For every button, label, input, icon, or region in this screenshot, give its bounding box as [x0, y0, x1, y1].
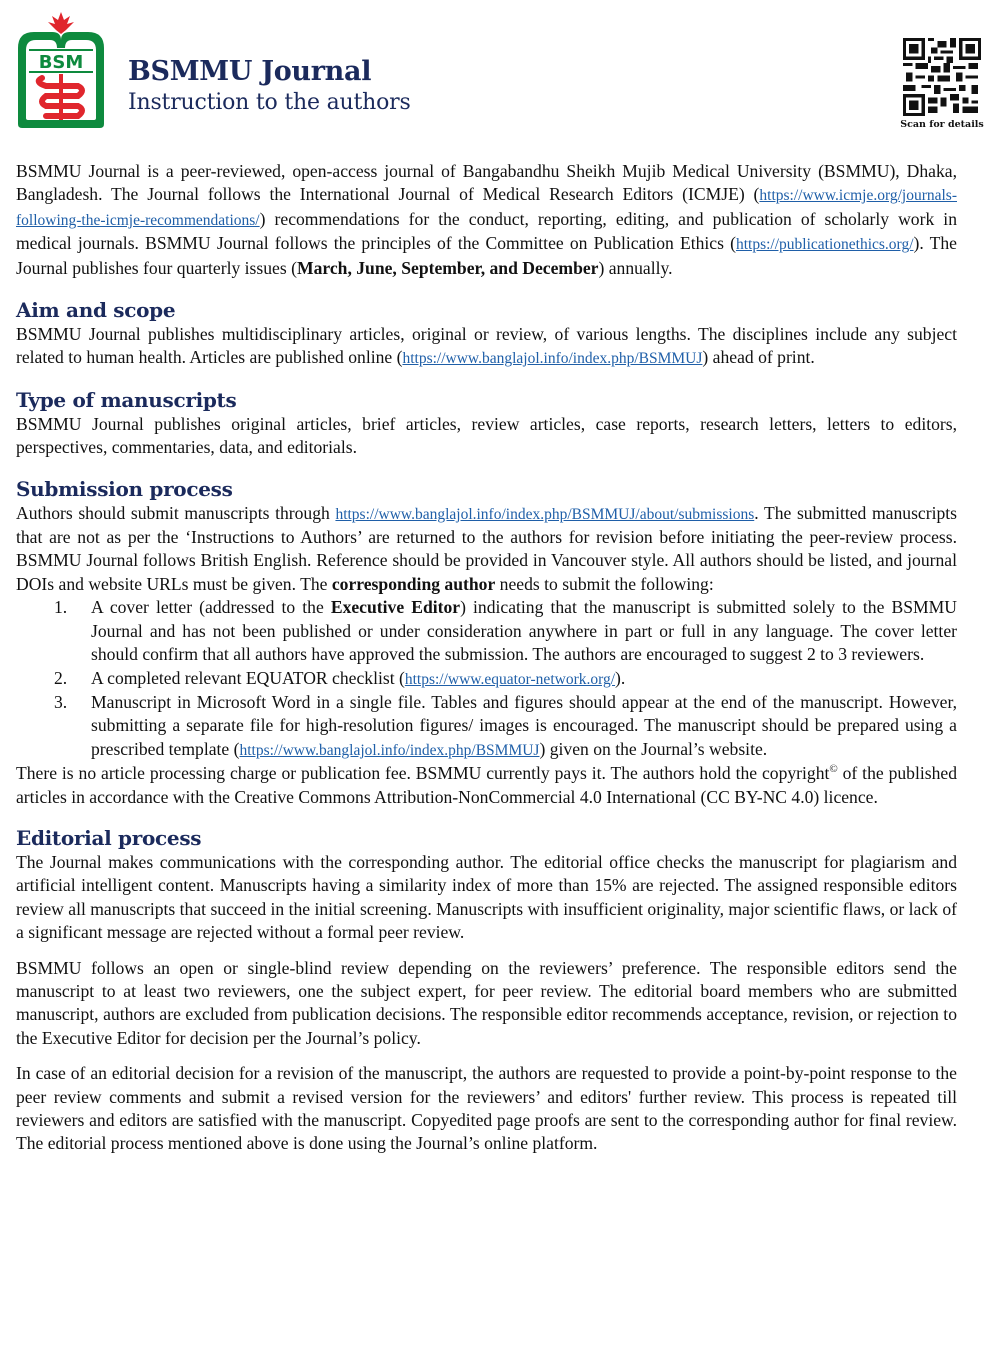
intro-text-3: ). The Journal publishes four quarterly issues (	[16, 233, 957, 278]
journal-subtitle: Instruction to the authors	[128, 90, 411, 115]
intro-text-1: BSMMU Journal is a peer-reviewed, open-access journal of Bangabandhu Sheikh Mujib Medical University (BSMMU), Dhaka, Bangladesh. The Journal follows the International Journal of Medical Research Editors (ICMJE) (	[16, 161, 957, 205]
item-text: A cover letter (addressed to the	[91, 597, 331, 618]
item-text: Manuscript in Microsoft Word in a single file. Tables and figures should appear at the end of the manuscript. However, submitting a separate file for high-resolution figures/ images is encouraged. The manuscript should be prepared using a prescribed template (	[91, 691, 957, 759]
list-item	[16, 667, 957, 691]
fee-text-1: There is no article processing charge or publication fee. BSMMU currently pays it. The authors hold the copyright	[16, 763, 830, 784]
list-item	[16, 691, 957, 762]
list-number: 3.	[54, 691, 68, 712]
page-header	[0, 0, 991, 150]
submission-text-2: . The submitted manuscripts that are not as per the ‘Instructions to Authors’ are returned to the authors for revision before initiating the peer-review process. BSMMU Journal follows British English. Reference should be provided in Vancouver style. All authors should be listed, and journal DOIs and website URLs must be given. The	[16, 502, 957, 594]
submission-text-1: Authors should submit manuscripts through	[16, 502, 336, 523]
editorial-process-heading: Editorial process	[16, 825, 202, 850]
submissions-link[interactable]: https://www.banglajol.info/index.php/BSMMUJ/about/submissions	[335, 505, 755, 523]
svg-text:BSM: BSM	[38, 52, 84, 73]
banglajol-link[interactable]: https://www.banglajol.info/index.php/BSMMUJ	[402, 350, 703, 368]
qr-caption: Scan for details	[900, 119, 984, 130]
types-paragraph: BSMMU Journal publishes original articles, brief articles, review articles, case reports, research letters, letters to editors, perspectives, commentaries, data, and editorials.	[16, 413, 957, 458]
title-block	[128, 56, 411, 118]
executive-editor-bold: Executive Editor	[330, 597, 461, 618]
submission-paragraph	[16, 502, 957, 597]
list-number: 1.	[54, 597, 68, 618]
editorial-paragraph-3: In case of an editorial decision for a revision of the manuscript, the authors are requested to provide a point-by-point response to the peer review comments and submit a revised version for the reviewers’ and editors' further review. This process is repeated till reviewers and editors are satisfied with the manuscript. Copyedited page proofs are sent to the corresponding author for final review. The editorial process mentioned above is done using the Journal’s online platform.	[16, 1063, 957, 1154]
intro-text-2: ) recommendations for the conduct, reporting, editing, and publication of scholarly work in medical journals. BSMMU Journal follows the principles of the Committee on Publication Ethics (	[16, 208, 957, 254]
issue-months: March, June, September, and December	[296, 257, 599, 278]
bsmmu-logo-icon	[12, 10, 110, 132]
aim-text-2: ) ahead of print.	[702, 347, 815, 368]
aim-scope-paragraph	[16, 323, 957, 371]
submission-process-heading: Submission process	[16, 476, 233, 501]
item-text: A completed relevant EQUATOR checklist (	[91, 667, 405, 688]
qr-code-icon[interactable]	[903, 38, 981, 116]
aim-text-1: BSMMU Journal publishes multidisciplinary articles, original or review, of various lengths. The disciplines include any subject related to human health. Articles are published online (	[16, 324, 957, 368]
editorial-paragraph-1: The Journal makes communications with the corresponding author. The editorial office checks the manuscript for plagiarism and artificial intelligent content. Manuscripts having a similarity index of more than 15% are rejected. The assigned responsible editors review all manuscripts that succeed in the initial screening. Manuscripts with insufficient originality, major scientific flaws, or lack of a significant message are rejected without a formal peer review.	[16, 851, 957, 943]
journal-title: BSMMU Journal	[128, 56, 372, 87]
submission-requirements-list	[16, 596, 957, 762]
item-text: ).	[615, 667, 626, 688]
list-item	[16, 596, 957, 666]
equator-link[interactable]: https://www.equator-network.org/	[404, 670, 616, 688]
document-body	[16, 160, 957, 1156]
fee-paragraph	[16, 762, 957, 809]
template-link[interactable]: https://www.banglajol.info/index.php/BSMMUJ	[239, 741, 540, 759]
fee-text-2: of the published articles in accordance with the Creative Commons Attribution-NonCommercial 4.0 International (CC BY-NC 4.0) licence.	[16, 763, 957, 807]
submission-text-3: needs to submit the following:	[495, 573, 714, 594]
corresponding-author-bold: corresponding author	[331, 573, 496, 594]
editorial-paragraph-2: BSMMU follows an open or single-blind review depending on the reviewers’ preference. The responsible editors send the manuscript to at least two reviewers, one the subject expert, for peer review. The editorial board members who are submitted manuscript, authors are excluded from publication decisions. The responsible editor recommends acceptance, revision, or rejection to the Executive Editor for decision per the Journal’s policy.	[16, 957, 957, 1048]
intro-text-4: ) annually.	[598, 257, 673, 278]
item-text: ) given on the Journal’s website.	[539, 738, 768, 759]
publication-ethics-link[interactable]: https://publicationethics.org/	[735, 236, 914, 254]
copyright-symbol: ©	[829, 763, 838, 776]
icmje-link[interactable]: https://www.icmje.org/journals-following-the-icmje-recommendations/	[16, 187, 957, 229]
intro-paragraph	[16, 160, 957, 280]
item-text: ) indicating that the manuscript is submitted solely to the BSMMU Journal and has not been published or under consideration anywhere in part or full in any language. The cover letter should confirm that all authors have approved the submission. The authors are encouraged to suggest 2 to 3 reviewers.	[91, 597, 958, 665]
type-of-manuscripts-heading: Type of manuscripts	[16, 387, 237, 412]
list-number: 2.	[54, 667, 68, 688]
aim-scope-heading: Aim and scope	[16, 298, 176, 323]
